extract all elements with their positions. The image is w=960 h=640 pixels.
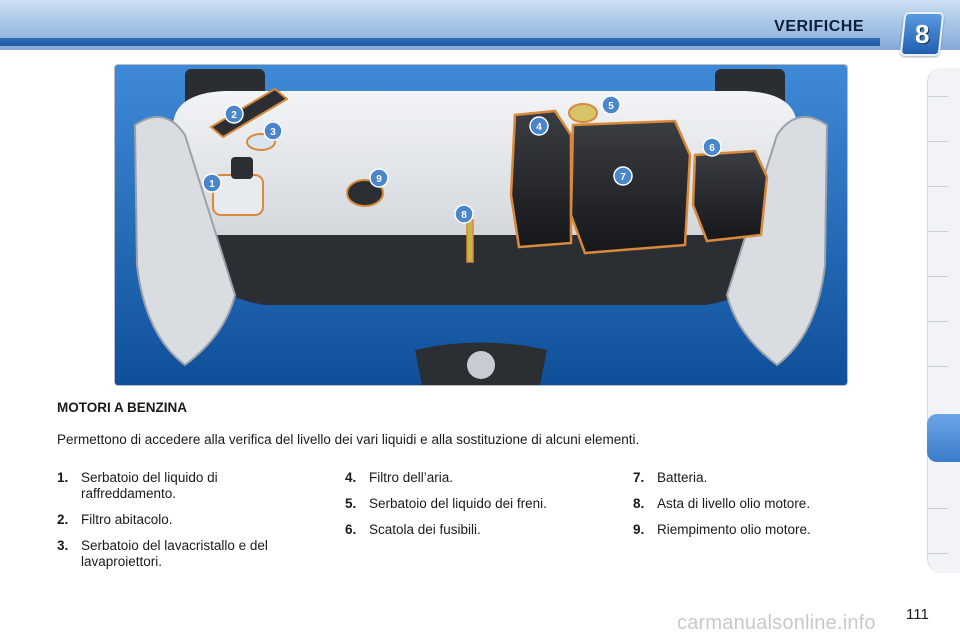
watermark: carmanualsonline.info bbox=[677, 612, 876, 634]
header-stripe bbox=[0, 38, 880, 46]
brand-emblem bbox=[467, 351, 495, 379]
legend-number: 6. bbox=[345, 522, 357, 537]
chapter-title: VERIFICHE bbox=[774, 18, 864, 35]
chapter-number: 8 bbox=[914, 18, 930, 49]
callout-2 bbox=[225, 105, 243, 123]
oil-dipstick bbox=[467, 220, 473, 262]
coolant-cap bbox=[231, 157, 253, 179]
legend-text: Serbatoio del liquido di raffreddamento. bbox=[81, 470, 218, 501]
legend-item bbox=[57, 538, 307, 570]
legend-item bbox=[345, 522, 595, 538]
tab-divider bbox=[928, 231, 948, 232]
legend-text: Scatola dei fusibili. bbox=[369, 522, 481, 537]
fuse-box bbox=[693, 151, 767, 241]
section-title: MOTORI A BENZINA bbox=[57, 400, 187, 415]
legend-text: Riempimento olio motore. bbox=[657, 522, 811, 537]
callout-9 bbox=[370, 169, 388, 187]
legend-number: 4. bbox=[345, 470, 357, 485]
callout-9-label: 9 bbox=[376, 174, 382, 185]
legend-number: 3. bbox=[57, 538, 69, 553]
callout-1-label: 1 bbox=[209, 179, 215, 190]
engine-bay-svg bbox=[115, 65, 847, 385]
callout-7 bbox=[614, 167, 632, 185]
legend-number: 5. bbox=[345, 496, 357, 511]
legend-number: 8. bbox=[633, 496, 645, 511]
callout-7-label: 7 bbox=[620, 172, 626, 183]
tab-divider bbox=[928, 366, 948, 367]
legend-column-1 bbox=[57, 470, 307, 580]
engine-bay-illustration bbox=[114, 64, 848, 386]
legend-text: Filtro dell’aria. bbox=[369, 470, 454, 485]
legend-text: Batteria. bbox=[657, 470, 708, 485]
legend-item bbox=[57, 470, 307, 502]
legend-item bbox=[345, 496, 595, 512]
legend-text: Serbatoio del liquido dei freni. bbox=[369, 496, 547, 511]
legend-item bbox=[633, 470, 883, 486]
callout-2-label: 2 bbox=[231, 110, 237, 121]
brake-fluid-reservoir bbox=[569, 104, 597, 122]
callout-4-label: 4 bbox=[536, 122, 542, 133]
legend-text: Filtro abitacolo. bbox=[81, 512, 173, 527]
legend-item bbox=[633, 496, 883, 512]
tab-divider bbox=[928, 186, 948, 187]
callout-6 bbox=[703, 138, 721, 156]
tab-divider bbox=[928, 321, 948, 322]
legend-text: Serbatoio del lavacristallo e del lavaproiettori. bbox=[81, 538, 268, 569]
callout-8 bbox=[455, 205, 473, 223]
legend-item bbox=[633, 522, 883, 538]
battery bbox=[571, 121, 690, 253]
tab-divider bbox=[928, 508, 948, 509]
legend-number: 1. bbox=[57, 470, 69, 485]
callout-3-label: 3 bbox=[270, 127, 276, 138]
callout-8-label: 8 bbox=[461, 210, 467, 221]
tab-divider bbox=[928, 276, 948, 277]
callout-5-label: 5 bbox=[608, 101, 614, 112]
tab-divider bbox=[928, 96, 948, 97]
page-header bbox=[0, 0, 960, 50]
callout-1 bbox=[203, 174, 221, 192]
legend-item bbox=[345, 470, 595, 486]
legend-number: 7. bbox=[633, 470, 645, 485]
callout-6-label: 6 bbox=[709, 143, 715, 154]
chapter-badge bbox=[900, 12, 945, 56]
page-number: 111 bbox=[906, 606, 929, 623]
active-chapter-tab bbox=[927, 414, 960, 462]
legend-column-2 bbox=[345, 470, 595, 548]
legend-number: 2. bbox=[57, 512, 69, 527]
tab-divider bbox=[928, 141, 948, 142]
chapter-tabs bbox=[927, 68, 960, 573]
legend-text: Asta di livello olio motore. bbox=[657, 496, 811, 511]
callout-5 bbox=[602, 96, 620, 114]
legend-number: 9. bbox=[633, 522, 645, 537]
callout-4 bbox=[530, 117, 548, 135]
intro-paragraph: Permettono di accedere alla verifica del livello dei vari liquidi e alla sostituzione di alcuni elementi. bbox=[57, 432, 640, 447]
legend-column-3 bbox=[633, 470, 883, 548]
tab-divider bbox=[928, 553, 948, 554]
legend-item bbox=[57, 512, 307, 528]
callout-3 bbox=[264, 122, 282, 140]
